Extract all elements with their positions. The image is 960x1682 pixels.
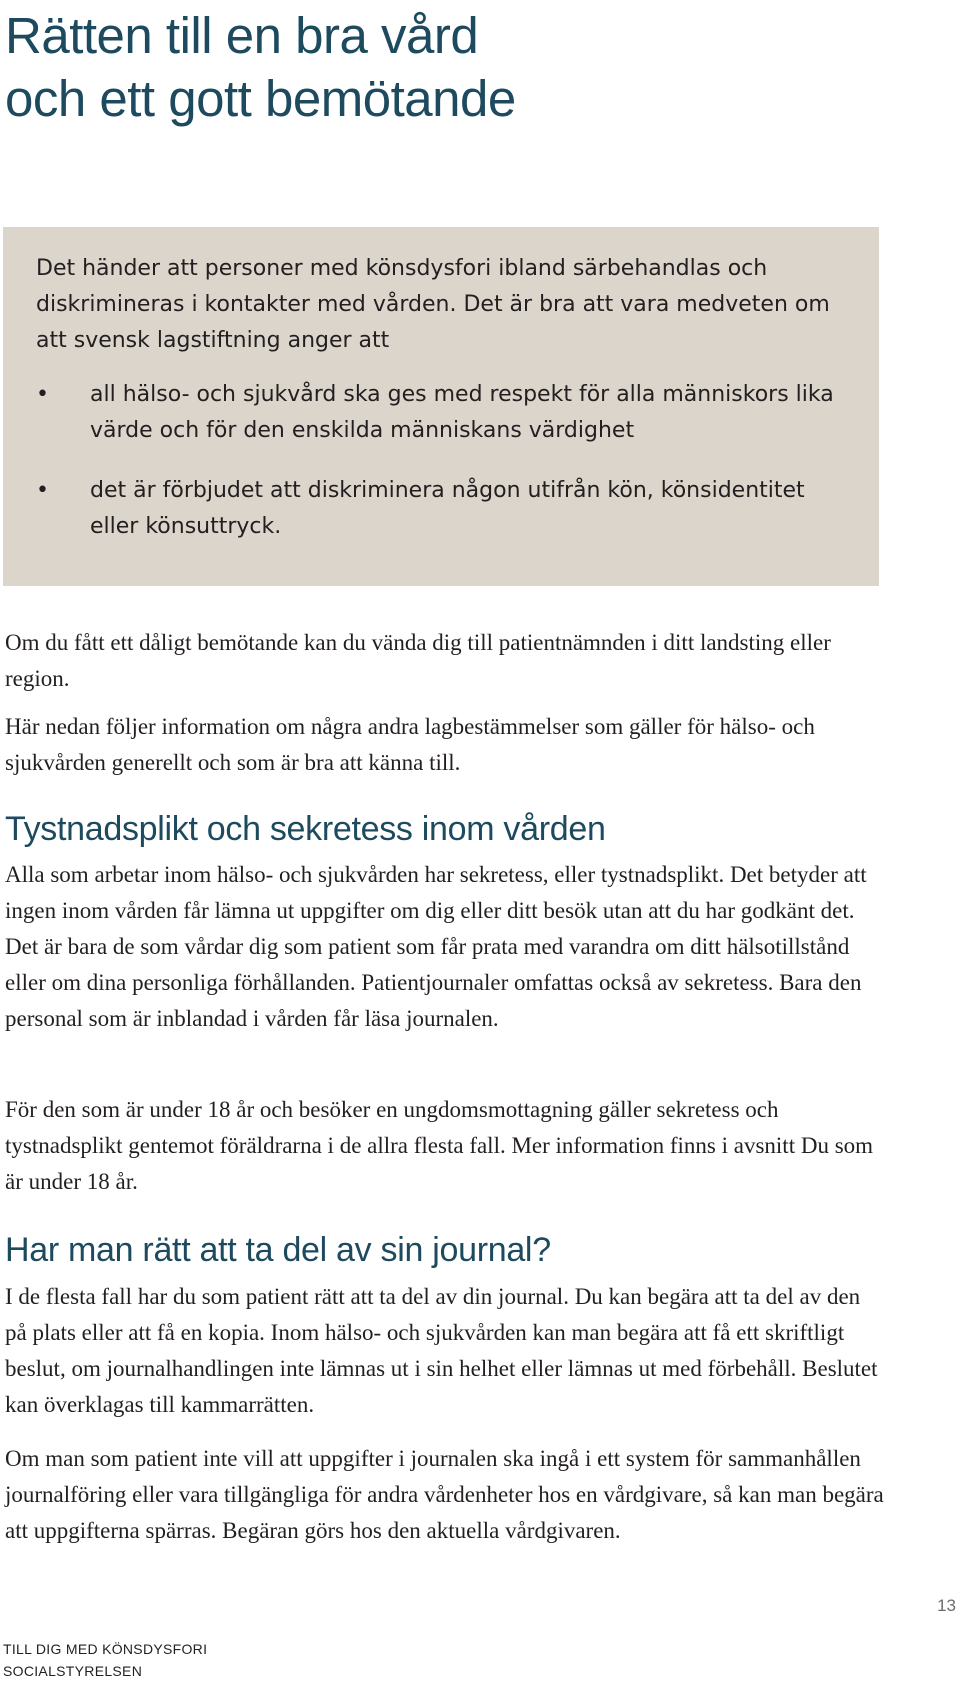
page-title-line-1: Rätten till en bra vård [5, 7, 479, 64]
paragraph-sekretess: Alla som arbetar inom hälso- och sjukvården har sekretess, eller tystnadsplikt. Det betyder att ingen inom vården får lämna ut uppgifter om dig eller ditt besök utan att du har godkänt det. Det är bara de som vårdar dig som patient som får prata med varandra om ditt hälsotillstånd eller om dina personliga förhållanden. Patientjournaler omfattas också av sekretess. Bara den personal som är inblandad i vården får läsa journalen. [5, 862, 867, 1031]
footer-publisher: SOCIALSTYRELSEN [3, 1663, 143, 1679]
page-number: 13 [937, 1596, 956, 1615]
page-title-line-2: och ett gott bemötande [5, 70, 516, 127]
fact-box [3, 227, 879, 586]
page-title [5, 4, 516, 130]
fact-box-list [36, 377, 851, 545]
fact-box-intro: Det händer att personer med könsdysfori ibland särbehandlas och diskrimineras i kontakter med vården. Det är bra att vara medveten om att svensk lagstiftning anger att [36, 256, 830, 353]
paragraph-under-18: För den som är under 18 år och besöker en ungdomsmottagning gäller sekretess och tystnadsplikt gentemot föräldrarna i de allra flesta fall. Mer information finns i avsnitt Du som är under 18 år. [5, 1097, 874, 1194]
section-heading-journal: Har man rätt att ta del av sin journal? [5, 1231, 551, 1269]
footer [3, 1638, 207, 1682]
paragraph-journal-access: I de flesta fall har du som patient rätt att ta del av din journal. Du kan begära att ta del av den på plats eller att få en kopia. Inom hälso- och sjukvården kan man begära att få ett skriftligt beslut, om journalhandlingen inte lämnas ut i sin helhet eller lämnas ut med förbehåll. Beslutet kan överklagas till kammarrätten. [5, 1284, 878, 1417]
paragraph-lagbestammelser: Här nedan följer information om några andra lagbestämmelser som gäller för hälso- och sjukvården generellt och som är bra att känna till. [5, 714, 815, 775]
list-item [36, 473, 851, 545]
bullet-icon: • [36, 382, 49, 407]
list-item [36, 377, 851, 449]
bullet-icon: • [36, 478, 49, 503]
paragraph-patientnamnden: Om du fått ett dåligt bemötande kan du vända dig till patientnämnden i ditt landsting eller region. [5, 630, 831, 691]
footer-publication-title: TILL DIG MED KÖNSDYSFORI [3, 1641, 208, 1657]
list-item-text: all hälso- och sjukvård ska ges med respekt för alla människors lika värde och för den enskilda människans värdighet [90, 382, 834, 443]
section-heading-sekretess: Tystnadsplikt och sekretess inom vården [5, 810, 606, 848]
list-item-text: det är förbjudet att diskriminera någon utifrån kön, könsidentitet eller könsuttryck. [90, 478, 805, 539]
paragraph-journal-sparr: Om man som patient inte vill att uppgifter i journalen ska ingå i ett system för sammanhållen journalföring eller vara tillgängliga för andra vårdenheter hos en vårdgivare, så kan man begära att uppgifterna spärras. Begäran görs hos den aktuella vårdgivaren. [5, 1446, 884, 1543]
